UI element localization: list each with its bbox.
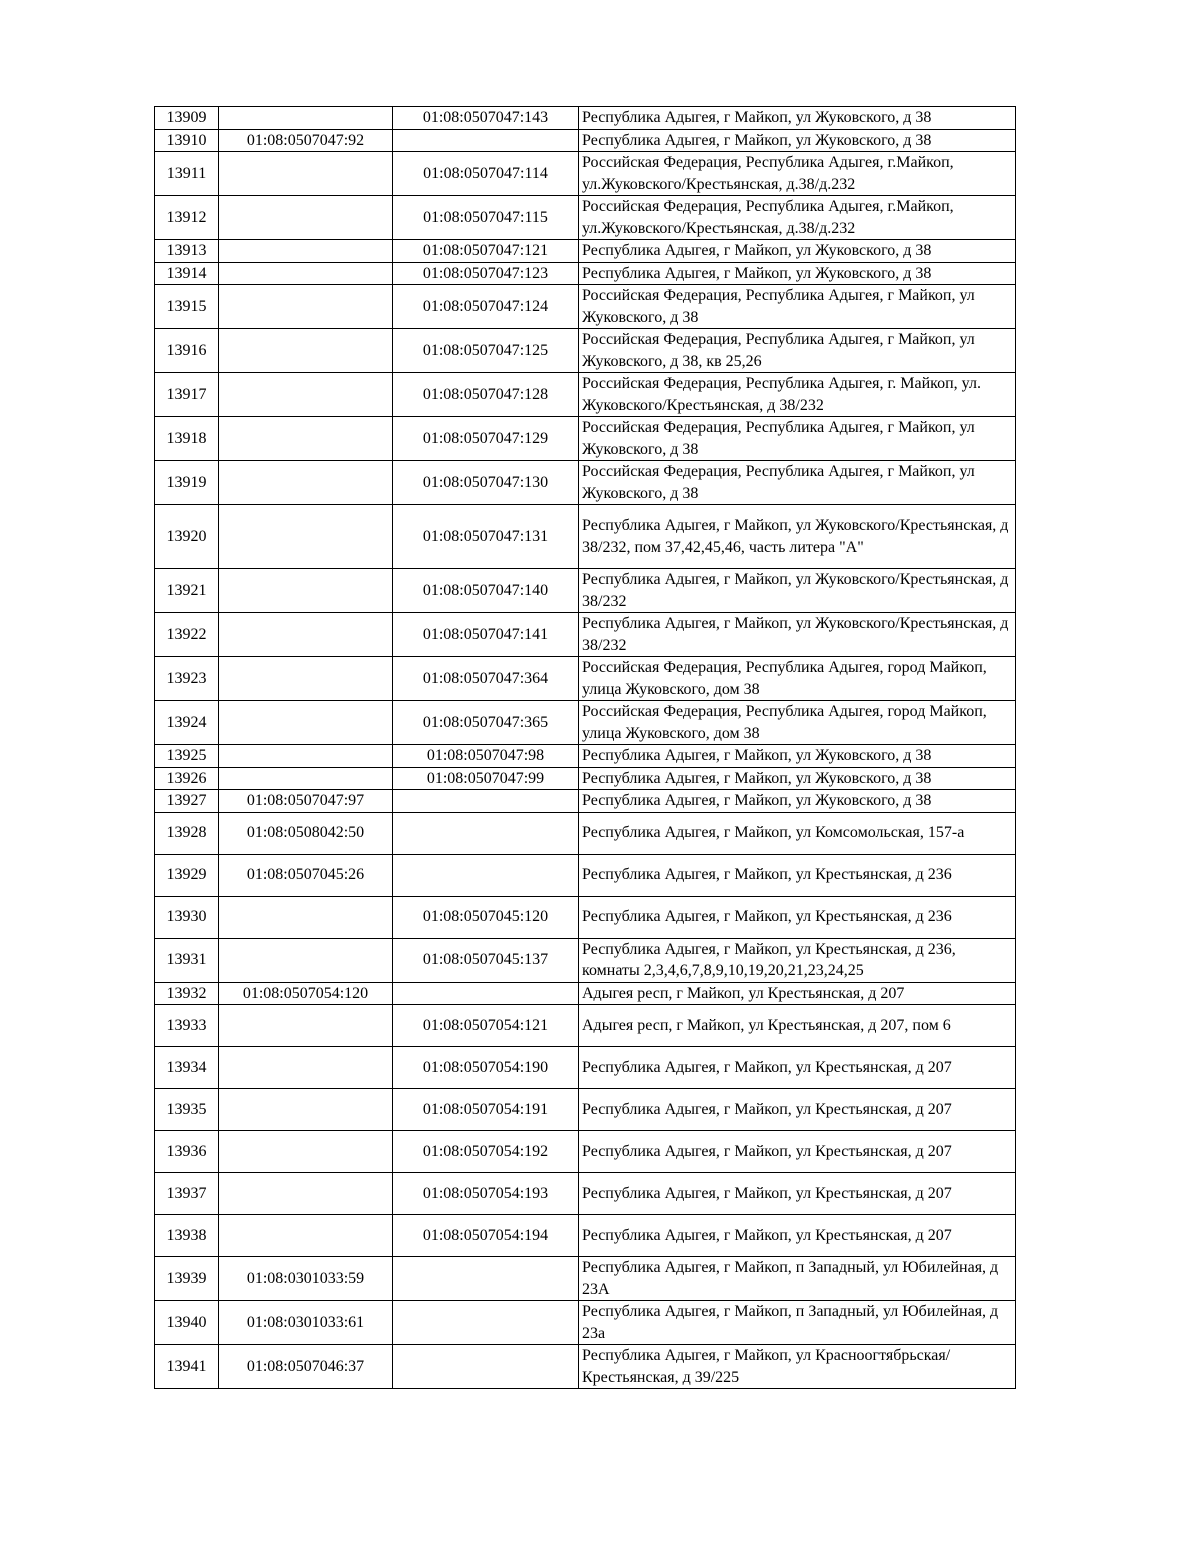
- address-cell: Республика Адыгея, г Майкоп, ул Крестьянская, д 207: [579, 1215, 1016, 1257]
- cadastral-number-cell: 01:08:0507047:143: [393, 107, 579, 130]
- cadastral-number-cell: 01:08:0507054:121: [393, 1005, 579, 1047]
- table-row: [155, 1301, 1016, 1345]
- cadastral-number-cell: [219, 505, 393, 569]
- cadastral-number-cell: [219, 1089, 393, 1131]
- cadastral-number-cell: [219, 701, 393, 745]
- row-number-cell: 13910: [155, 129, 219, 152]
- cadastral-number-cell: 01:08:0507047:115: [393, 196, 579, 240]
- row-number-cell: 13941: [155, 1345, 219, 1389]
- cadastral-number-cell: [219, 373, 393, 417]
- cadastral-number-cell: 01:08:0507054:191: [393, 1089, 579, 1131]
- table-row: [155, 152, 1016, 196]
- row-number-cell: 13922: [155, 613, 219, 657]
- row-number-cell: 13923: [155, 657, 219, 701]
- cadastral-number-cell: [219, 461, 393, 505]
- row-number-cell: 13938: [155, 1215, 219, 1257]
- address-cell: Республика Адыгея, г Майкоп, ул Крестьянская, д 207: [579, 1173, 1016, 1215]
- address-cell: Республика Адыгея, г Майкоп, ул Крестьянская, д 236, комнаты 2,3,4,6,7,8,9,10,19,20,21,23,24,25: [579, 938, 1016, 982]
- cadastral-number-cell: 01:08:0507054:120: [219, 982, 393, 1005]
- cadastral-number-cell: 01:08:0507047:97: [219, 790, 393, 813]
- address-cell: Российская Федерация, Республика Адыгея, г Майкоп, ул Жуковского, д 38: [579, 417, 1016, 461]
- cadastral-number-cell: 01:08:0507047:128: [393, 373, 579, 417]
- cadastral-number-cell: 01:08:0507045:120: [393, 896, 579, 938]
- address-cell: Российская Федерация, Республика Адыгея, г. Майкоп, ул. Жуковского/Крестьянская, д 38/232: [579, 373, 1016, 417]
- cadastral-number-cell: [219, 107, 393, 130]
- cadastral-number-cell: 01:08:0507047:121: [393, 240, 579, 263]
- cadastral-number-cell: [219, 938, 393, 982]
- cadastral-number-cell: [219, 1131, 393, 1173]
- row-number-cell: 13934: [155, 1047, 219, 1089]
- address-cell: Республика Адыгея, г Майкоп, п Западный, ул Юбилейная, д 23а: [579, 1301, 1016, 1345]
- row-number-cell: 13916: [155, 329, 219, 373]
- cadastral-number-cell: [219, 569, 393, 613]
- row-number-cell: 13930: [155, 896, 219, 938]
- row-number-cell: 13924: [155, 701, 219, 745]
- address-cell: Адыгея респ, г Майкоп, ул Крестьянская, д 207: [579, 982, 1016, 1005]
- cadastral-number-cell: [219, 657, 393, 701]
- cadastral-number-cell: [219, 1173, 393, 1215]
- address-cell: Республика Адыгея, г Майкоп, ул Жуковского, д 38: [579, 240, 1016, 263]
- row-number-cell: 13921: [155, 569, 219, 613]
- address-cell: Российская Федерация, Республика Адыгея, город Майкоп, улица Жуковского, дом 38: [579, 657, 1016, 701]
- row-number-cell: 13911: [155, 152, 219, 196]
- cadastral-number-cell: [393, 812, 579, 854]
- table-row: [155, 329, 1016, 373]
- address-cell: Республика Адыгея, г Майкоп, ул Жуковского/Крестьянская, д 38/232, пом 37,42,45,46, часть литера "А": [579, 505, 1016, 569]
- cadastral-number-cell: [393, 1301, 579, 1345]
- cadastral-number-cell: 01:08:0301033:59: [219, 1257, 393, 1301]
- cadastral-number-cell: 01:08:0507047:141: [393, 613, 579, 657]
- cadastral-number-cell: 01:08:0507047:99: [393, 767, 579, 790]
- address-cell: Республика Адыгея, г Майкоп, ул Жуковского, д 38: [579, 107, 1016, 130]
- cadastral-number-cell: [393, 854, 579, 896]
- table-row: [155, 657, 1016, 701]
- table-row: [155, 461, 1016, 505]
- cadastral-number-cell: [219, 196, 393, 240]
- cadastral-number-cell: 01:08:0507047:131: [393, 505, 579, 569]
- table-row: [155, 1131, 1016, 1173]
- cadastral-number-cell: [393, 1345, 579, 1389]
- address-cell: Республика Адыгея, г Майкоп, ул Жуковского, д 38: [579, 262, 1016, 285]
- cadastral-number-cell: [219, 745, 393, 768]
- address-cell: Российская Федерация, Республика Адыгея, г.Майкоп, ул.Жуковского/Крестьянская, д.38/д.232: [579, 196, 1016, 240]
- row-number-cell: 13937: [155, 1173, 219, 1215]
- row-number-cell: 13927: [155, 790, 219, 813]
- table-row: [155, 613, 1016, 657]
- row-number-cell: 13920: [155, 505, 219, 569]
- address-cell: Российская Федерация, Республика Адыгея, г Майкоп, ул Жуковского, д 38, кв 25,26: [579, 329, 1016, 373]
- row-number-cell: 13926: [155, 767, 219, 790]
- row-number-cell: 13915: [155, 285, 219, 329]
- row-number-cell: 13933: [155, 1005, 219, 1047]
- table-row: [155, 505, 1016, 569]
- table-row: [155, 745, 1016, 768]
- row-number-cell: 13914: [155, 262, 219, 285]
- cadastral-number-cell: [219, 262, 393, 285]
- cadastral-number-cell: [219, 1047, 393, 1089]
- cadastral-number-cell: 01:08:0507047:114: [393, 152, 579, 196]
- cadastral-number-cell: [219, 152, 393, 196]
- row-number-cell: 13931: [155, 938, 219, 982]
- address-cell: Российская Федерация, Республика Адыгея, г Майкоп, ул Жуковского, д 38: [579, 461, 1016, 505]
- table-row: [155, 107, 1016, 130]
- address-cell: Республика Адыгея, г Майкоп, ул Жуковского/Крестьянская, д 38/232: [579, 613, 1016, 657]
- cadastral-number-cell: [219, 767, 393, 790]
- cadastral-number-cell: [219, 329, 393, 373]
- row-number-cell: 13917: [155, 373, 219, 417]
- cadastral-number-cell: 01:08:0507047:129: [393, 417, 579, 461]
- table-row: [155, 982, 1016, 1005]
- address-cell: Республика Адыгея, г Майкоп, ул Крестьянская, д 236: [579, 854, 1016, 896]
- cadastral-number-cell: 01:08:0507054:193: [393, 1173, 579, 1215]
- table-row: [155, 1005, 1016, 1047]
- cadastral-number-cell: 01:08:0507047:124: [393, 285, 579, 329]
- address-cell: Российская Федерация, Республика Адыгея, г.Майкоп, ул.Жуковского/Крестьянская, д.38/д.232: [579, 152, 1016, 196]
- address-cell: Республика Адыгея, г Майкоп, ул Жуковского, д 38: [579, 790, 1016, 813]
- address-cell: Республика Адыгея, г Майкоп, ул Красноогтябрьская/Крестьянская, д 39/225: [579, 1345, 1016, 1389]
- address-cell: Российская Федерация, Республика Адыгея, город Майкоп, улица Жуковского, дом 38: [579, 701, 1016, 745]
- row-number-cell: 13935: [155, 1089, 219, 1131]
- table-row: [155, 417, 1016, 461]
- table-row: [155, 812, 1016, 854]
- address-cell: Адыгея респ, г Майкоп, ул Крестьянская, д 207, пом 6: [579, 1005, 1016, 1047]
- cadastral-number-cell: [393, 790, 579, 813]
- cadastral-number-cell: [393, 129, 579, 152]
- row-number-cell: 13913: [155, 240, 219, 263]
- cadastral-number-cell: 01:08:0301033:61: [219, 1301, 393, 1345]
- table-row: [155, 240, 1016, 263]
- table-row: [155, 1257, 1016, 1301]
- table-row: [155, 1089, 1016, 1131]
- table-row: [155, 1047, 1016, 1089]
- cadastral-number-cell: 01:08:0507047:365: [393, 701, 579, 745]
- cadastral-number-cell: [219, 1215, 393, 1257]
- table-row: [155, 701, 1016, 745]
- cadastral-number-cell: 01:08:0507047:364: [393, 657, 579, 701]
- cadastral-number-cell: 01:08:0507047:140: [393, 569, 579, 613]
- table-row: [155, 285, 1016, 329]
- row-number-cell: 13919: [155, 461, 219, 505]
- cadastral-number-cell: [219, 896, 393, 938]
- address-cell: Республика Адыгея, г Майкоп, ул Крестьянская, д 236: [579, 896, 1016, 938]
- cadastral-number-cell: [219, 240, 393, 263]
- row-number-cell: 13929: [155, 854, 219, 896]
- row-number-cell: 13936: [155, 1131, 219, 1173]
- address-cell: Российская Федерация, Республика Адыгея, г Майкоп, ул Жуковского, д 38: [579, 285, 1016, 329]
- table-row: [155, 1215, 1016, 1257]
- cadastral-number-cell: 01:08:0507047:130: [393, 461, 579, 505]
- row-number-cell: 13925: [155, 745, 219, 768]
- address-cell: Республика Адыгея, г Майкоп, ул Жуковского, д 38: [579, 767, 1016, 790]
- cadastral-number-cell: 01:08:0507046:37: [219, 1345, 393, 1389]
- table-row: [155, 569, 1016, 613]
- address-cell: Республика Адыгея, г Майкоп, ул Жуковского/Крестьянская, д 38/232: [579, 569, 1016, 613]
- table-row: [155, 262, 1016, 285]
- row-number-cell: 13918: [155, 417, 219, 461]
- table-row: [155, 896, 1016, 938]
- row-number-cell: 13932: [155, 982, 219, 1005]
- cadastral-number-cell: 01:08:0507045:26: [219, 854, 393, 896]
- address-cell: Республика Адыгея, г Майкоп, ул Крестьянская, д 207: [579, 1089, 1016, 1131]
- cadastral-number-cell: 01:08:0507047:98: [393, 745, 579, 768]
- address-cell: Республика Адыгея, г Майкоп, ул Жуковского, д 38: [579, 129, 1016, 152]
- table-row: [155, 196, 1016, 240]
- row-number-cell: 13909: [155, 107, 219, 130]
- address-cell: Республика Адыгея, г Майкоп, ул Крестьянская, д 207: [579, 1047, 1016, 1089]
- cadastral-number-cell: 01:08:0507054:194: [393, 1215, 579, 1257]
- cadastral-number-cell: 01:08:0507045:137: [393, 938, 579, 982]
- cadastral-number-cell: 01:08:0507047:125: [393, 329, 579, 373]
- table-row: [155, 854, 1016, 896]
- cadastral-number-cell: [393, 982, 579, 1005]
- cadastral-number-cell: [219, 417, 393, 461]
- table-row: [155, 790, 1016, 813]
- table-body: [155, 107, 1016, 1389]
- address-cell: Республика Адыгея, г Майкоп, п Западный, ул Юбилейная, д 23А: [579, 1257, 1016, 1301]
- cadastral-number-cell: 01:08:0507054:190: [393, 1047, 579, 1089]
- row-number-cell: 13928: [155, 812, 219, 854]
- cadastral-number-cell: 01:08:0507047:123: [393, 262, 579, 285]
- row-number-cell: 13939: [155, 1257, 219, 1301]
- property-table: [154, 106, 1016, 1389]
- table-row: [155, 129, 1016, 152]
- cadastral-number-cell: 01:08:0507047:92: [219, 129, 393, 152]
- address-cell: Республика Адыгея, г Майкоп, ул Комсомольская, 157-а: [579, 812, 1016, 854]
- address-cell: Республика Адыгея, г Майкоп, ул Крестьянская, д 207: [579, 1131, 1016, 1173]
- cadastral-number-cell: [219, 285, 393, 329]
- table-row: [155, 1173, 1016, 1215]
- cadastral-number-cell: [219, 1005, 393, 1047]
- row-number-cell: 13912: [155, 196, 219, 240]
- table-row: [155, 938, 1016, 982]
- cadastral-number-cell: 01:08:0507054:192: [393, 1131, 579, 1173]
- cadastral-number-cell: [393, 1257, 579, 1301]
- table-row: [155, 767, 1016, 790]
- table-row: [155, 373, 1016, 417]
- address-cell: Республика Адыгея, г Майкоп, ул Жуковского, д 38: [579, 745, 1016, 768]
- cadastral-number-cell: [219, 613, 393, 657]
- row-number-cell: 13940: [155, 1301, 219, 1345]
- table-row: [155, 1345, 1016, 1389]
- cadastral-number-cell: 01:08:0508042:50: [219, 812, 393, 854]
